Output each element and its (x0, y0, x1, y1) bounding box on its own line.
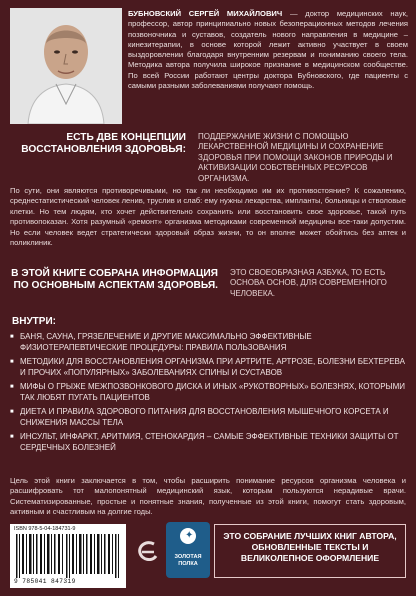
concepts-text: ПОДДЕРЖАНИЕ ЖИЗНИ С ПОМОЩЬЮ ЛЕКАРСТВЕННОЙ МЕДИЦИНЫ И СОХРАНЕНИЕ ЗДОРОВЬЯ ПРИ ПОМОЩИ ЗАКОНОВ ПРИРОДЫ И АКТИВИЗАЦИИ СОБСТВЕННЫХ РЕСУРСОВ ОРГАНИЗМА. (198, 132, 393, 183)
series-label (166, 554, 210, 568)
book-section (10, 268, 406, 308)
concepts-title: ЕСТЬ ДВЕ КОНЦЕПЦИИ ВОССТАНОВЛЕНИЯ ЗДОРОВЬЯ: (21, 132, 186, 155)
inside-item: ■ МИФЫ О ГРЫЖЕ МЕЖПОЗВОНКОВОГО ДИСКА И ИНЫХ «РУКОТВОРНЫХ» БОЛЕЗНЯХ, КОТОРЫМИ ТАК ЛЮБЯТ ПУГАТЬ ПАЦИЕНТОВ (10, 382, 406, 403)
series-label-line2: ПОЛКА (178, 561, 198, 567)
publisher-logo-icon (134, 538, 162, 566)
body-text: По сути, они являются противоречивыми, но так ли необходимо им их противостояние? К сожалению, среднестатистический человек ленив, труслив и слаб: ему нужны лекарства, импланты, больницы и стволовые клетки. Но тем людям, кто хочет действительно сохранить или восстановить свое здоровье, такой путь противопоказан. Хотя разумный «ремонт» организма методиками современной медицины все-таки допустим. Но если человек ведет стратегически здоровый образ жизни, то он вполне может обойтись без аптек и поликлиник. (10, 186, 406, 248)
barcode-bars (16, 534, 120, 578)
series-label-line1: ЗОЛОТАЯ (174, 554, 202, 560)
book-text: ЭТО СВОЕОБРАЗНАЯ АЗБУКА, ТО ЕСТЬ ОСНОВА ОСНОВ, ДЛЯ СОВРЕМЕННОГО ЧЕЛОВЕКА. (230, 268, 387, 298)
author-bio (128, 9, 408, 91)
series-badge (166, 522, 210, 578)
inside-list (10, 332, 406, 457)
inside-item: ■ ИНСУЛЬТ, ИНФАРКТ, АРИТМИЯ, СТЕНОКАРДИЯ – САМЫЕ ЭФФЕКТИВНЫЕ ТЕХНИКИ ЗАЩИТЫ ОТ СЕРДЕЧНЫХ БОЛЕЗНЕЙ (10, 432, 406, 453)
book-title: В ЭТОЙ КНИГЕ СОБРАНА ИНФОРМАЦИЯ ПО ОСНОВНЫМ АСПЕКТАМ ЗДОРОВЬЯ. (11, 268, 218, 291)
isbn-label: ISBN 978-5-04-184731-9 (14, 526, 76, 532)
inside-title: ВНУТРИ: (12, 316, 56, 327)
concepts-section (10, 132, 406, 183)
series-star-icon: ✦ (185, 530, 194, 541)
inside-item: ■ МЕТОДИКИ ДЛЯ ВОССТАНОВЛЕНИЯ ОРГАНИЗМА ПРИ АРТРИТЕ, АРТРОЗЕ, БОЛЕЗНИ БЕХТЕРЕВА И ПРОЧИХ «ПОПУЛЯРНЫХ» ЗАБОЛЕВАНИЯХ СПИНЫ И СУСТАВОВ (10, 357, 406, 378)
goal-text: Цель этой книги заключается в том, чтобы расширить понимание ресурсов организма человека и расшифровать тот малопонятный медицинский язык, которым пользуются нерадивые врачи. Систематизированные, простые и понятные знания, полученные из этой книги, помогут стать здоровым, активным и счастливым на долгие годы. (10, 476, 406, 517)
barcode (10, 524, 126, 588)
promo-box: ЭТО СОБРАНИЕ ЛУЧШИХ КНИГ АВТОРА, ОБНОВЛЕННЫЕ ТЕКСТЫ И ВЕЛИКОЛЕПНОЕ ОФОРМЛЕНИЕ (214, 524, 406, 578)
inside-item: ■ ДИЕТА И ПРАВИЛА ЗДОРОВОГО ПИТАНИЯ ДЛЯ ВОССТАНОВЛЕНИЯ МЫШЕЧНОГО КОРСЕТА И СНИЖЕНИЯ МАССЫ ТЕЛА (10, 407, 406, 428)
barcode-number: 9 785041 847319 (14, 578, 76, 585)
author-name: БУБНОВСКИЙ СЕРГЕЙ МИХАЙЛОВИЧ (128, 9, 283, 18)
author-bio-text: — доктор медицинских наук, профессор, автор принципиально новых безоперационных методов лечения позвоночника и суставов, создатель нового направления в медицине – кинезитерапии, в основе которой лежит активно участвует в своем выздоровлении благодаря внутренним резервам и пониманию своего тела. Методика автора получила широкое признание в медицинском сообществе. По всей России работают центры доктора Бубновского, где пациенты с самыми разными заболеваниями получают помощь. (128, 9, 408, 91)
inside-item: ■ БАНЯ, САУНА, ГРЯЗЕЛЕЧЕНИЕ И ДРУГИЕ МАКСИМАЛЬНО ЭФФЕКТИВНЫЕ ФИЗИОТЕРАПЕВТИЧЕСКИЕ ПРОЦЕДУРЫ: ПРАВИЛА ПОЛЬЗОВАНИЯ (10, 332, 406, 353)
author-photo (10, 8, 122, 124)
author-portrait (10, 8, 122, 124)
